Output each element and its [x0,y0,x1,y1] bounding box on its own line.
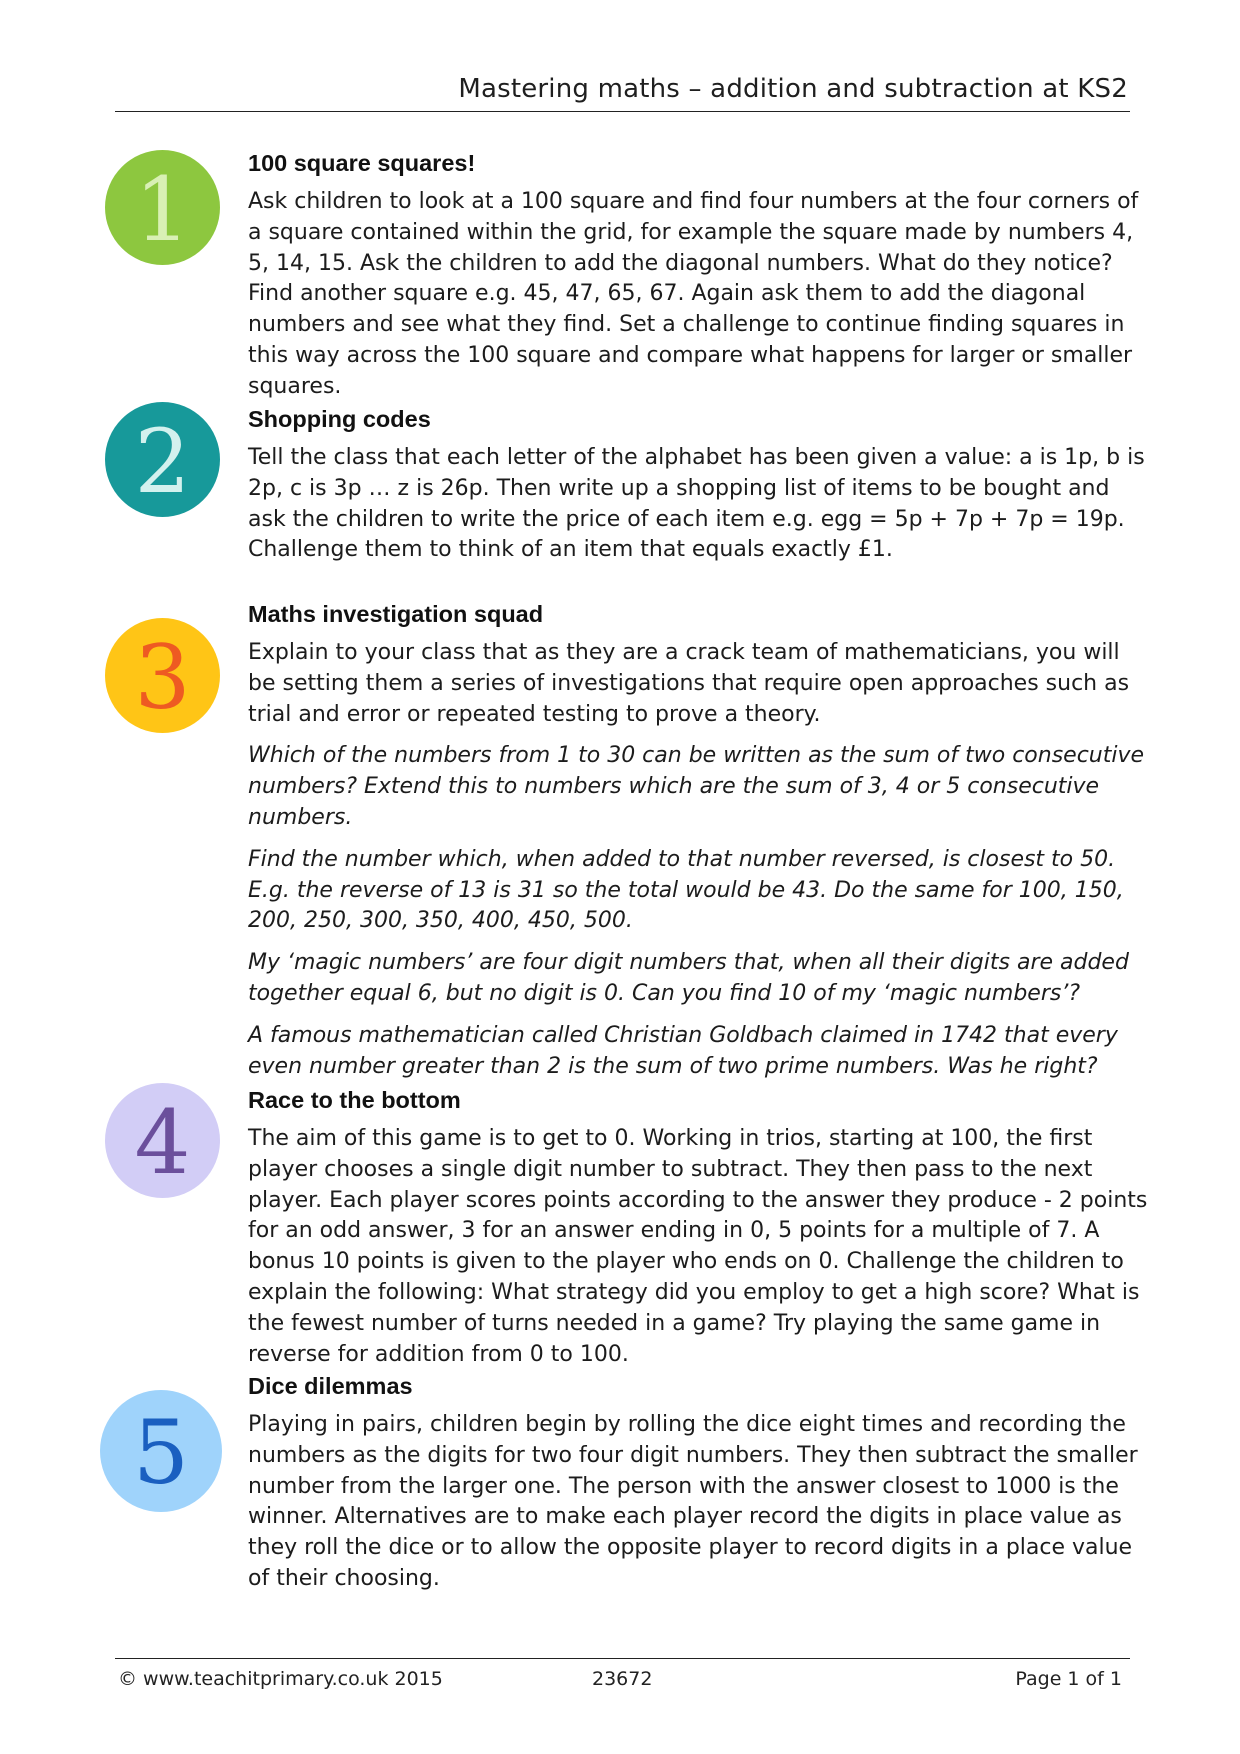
badge-number: 2 [134,409,191,513]
section-paragraph: Ask children to look at a 100 square and find four numbers at the four corners of a square contained within the grid, for example the square made by numbers 4, 5, 14, 15. Ask the children to add the diagonal numbers. What do they notice? Find another square e.g. 45, 47, 65, 67. Again ask them to add the diagonal numbers and see what they find. Set a challenge to continue finding squares in this way across the 100 square and compare what happens for larger or smaller squares. [248,189,1139,399]
badge-number: 5 [133,1401,189,1504]
section-paragraph: Explain to your class that as they are a crack team of mathematicians, you will be setting them a series of investigations that require open approaches such as trial and error or repeated testing to prove a theory. [248,640,1130,727]
page-header-title: Mastering maths – addition and subtraction at KS2 [458,74,1128,104]
number-badge-3 [105,618,220,733]
footer-resource-code: 23672 [592,1668,653,1690]
number-badge-1 [105,150,220,265]
header-rule [115,111,1130,112]
section-title: Dice dilemmas [248,1373,413,1399]
number-badge-5 [100,1390,222,1512]
number-badge-4 [105,1083,220,1198]
footer-page-number: Page 1 of 1 [1015,1668,1122,1690]
investigation-question: Find the number which, when added to that number reversed, is closest to 50. E.g. the reverse of 13 is 31 so the total would be 43. Do the same for 100, 150, 200, 250, 300, 350, 400, 450, 500. [248,846,1124,934]
section-title: Shopping codes [248,406,431,432]
section-title: Maths investigation squad [248,601,544,627]
section-paragraph: The aim of this game is to get to 0. Working in trios, starting at 100, the first player chooses a single digit number to subtract. They then pass to the next player. Each player scores points according to the answer they produce - 2 points for an odd answer, 3 for an answer ending in 0, 5 points for a multiple of 7. A bonus 10 points is given to the player who ends on 0. Challenge the children to explain the following: What strategy did you employ to get a high score? What is the fewest number of turns needed in a game? Try playing the same game in reverse for addition from 0 to 100. [248,1126,1148,1367]
footer-copyright: © www.teachitprimary.co.uk 2015 [118,1668,443,1690]
investigation-question: A famous mathematician called Christian Goldbach claimed in 1742 that every even number greater than 2 is the sum of two prime numbers. Was he right? [248,1022,1118,1079]
badge-number: 1 [134,157,191,261]
investigation-question: Which of the numbers from 1 to 30 can be written as the sum of two consecutive numbers? Extend this to numbers which are the sum of 3, 4 or 5 consecutive numbers. [248,743,1145,830]
badge-number: 4 [134,1090,191,1194]
section-paragraph: Tell the class that each letter of the alphabet has been given a value: a is 1p, b is 2p, c is 3p … z is 26p. Then write up a shopping list of items to be bought and ask the children to write the price of each item e.g. egg = 5p + 7p + 7p = 19p. Challenge them to think of an item that equals exactly £1. [248,445,1145,563]
section-title: Race to the bottom [248,1087,461,1113]
footer-rule [115,1658,1130,1659]
section-title: 100 square squares! [248,150,476,176]
badge-number: 3 [134,625,191,729]
number-badge-2 [105,402,220,517]
section-paragraph: Playing in pairs, children begin by rolling the dice eight times and recording the numbers as the digits for two four digit numbers. They then subtract the smaller number from the larger one. The person with the answer closest to 1000 is the winner. Alternatives are to make each player record the digits in place value as they roll the dice or to allow the opposite player to record digits in a place value of their choosing. [248,1412,1138,1591]
investigation-question: My ‘magic numbers’ are four digit numbers that, when all their digits are added together equal 6, but no digit is 0. Can you find 10 of my ‘magic numbers’? [248,950,1129,1006]
